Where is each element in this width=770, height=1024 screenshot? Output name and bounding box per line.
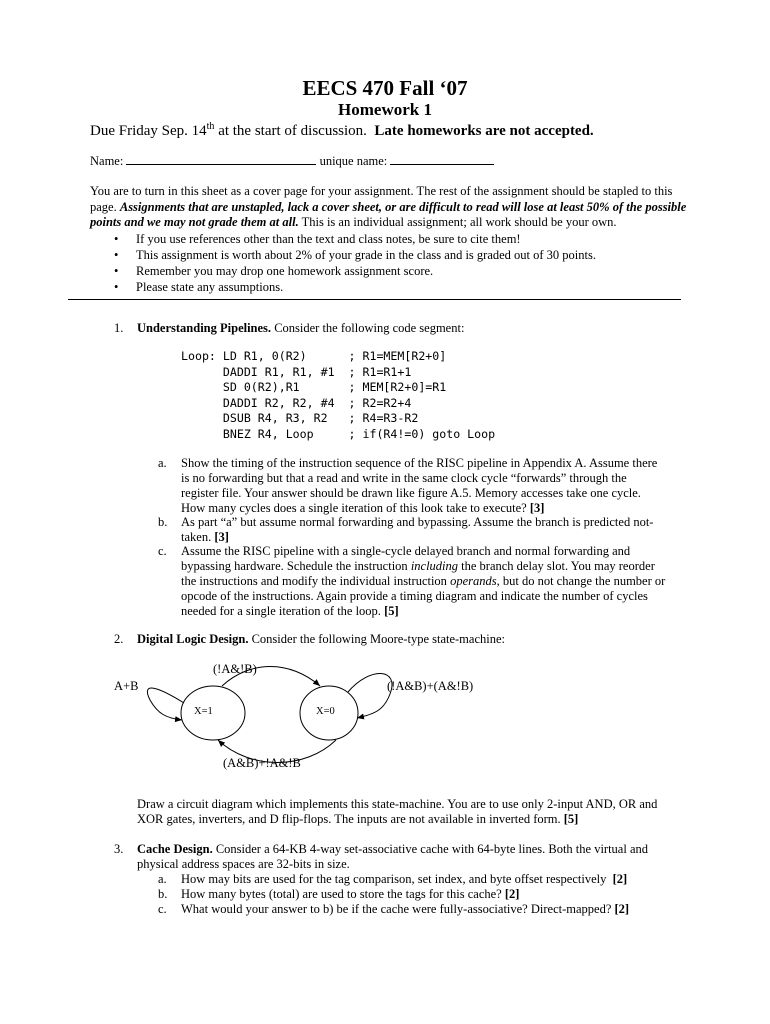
late-policy: Late homeworks are not accepted. xyxy=(374,123,594,139)
state-x0-label: X=0 xyxy=(316,706,335,717)
q3b-points: [2] xyxy=(504,887,520,901)
q2-text: Consider the following Moore-type state-machine: xyxy=(251,632,505,646)
q3-heading xyxy=(137,842,667,872)
transition-bottom-label: (A&B)+!A&!B xyxy=(223,756,301,770)
part-text xyxy=(181,544,666,619)
instructions-individual: This is an individual assignment; all work should be your own. xyxy=(301,215,617,229)
part-text xyxy=(181,902,666,917)
bullet-item: • If you use references other than the text and class notes, be sure to cite them! xyxy=(114,231,694,247)
due-date: Due Friday Sep. 14 xyxy=(90,123,207,139)
code-line: BNEZ R4, Loop ; if(R4!=0) goto Loop xyxy=(181,426,496,441)
q1a-text: Show the timing of the instruction sequence of the RISC pipeline in Appendix A. Assume there is no forwarding but that a read and write in the same clock cycle “forwards” through the register file. Your answer should be drawn like figure A.5. Memory accesses take one cycle. How many cycles does a single iteration of this look take to execute? xyxy=(181,456,658,515)
q1-text: Consider the following code segment: xyxy=(274,321,465,335)
q1c-text-2: the branch delay slot. You may reorder the instructions and modify the individual instruction xyxy=(181,559,655,588)
part-text xyxy=(181,515,666,545)
self-loop-x0-label: (!A&B)+(A&!B) xyxy=(387,679,474,693)
q3c-points: [2] xyxy=(614,902,630,916)
q2-task xyxy=(137,797,672,827)
bullet-item: • This assignment is worth about 2% of your grade in the class and is graded out of 30 points. xyxy=(114,247,694,263)
part-text xyxy=(181,456,666,516)
q2-heading xyxy=(137,632,505,647)
state-x1-label: X=1 xyxy=(194,706,213,717)
q1a-points: [3] xyxy=(529,501,545,515)
part-text xyxy=(181,887,666,902)
q1c-emphasis-2: operands xyxy=(450,574,497,588)
q2-title: Digital Logic Design. xyxy=(137,632,249,646)
q1-heading xyxy=(137,321,464,336)
code-line: DADDI R2, R2, #4 ; R2=R2+4 xyxy=(181,395,412,410)
due-time: at the start of discussion. xyxy=(214,123,367,139)
code-line: DADDI R1, R1, #1 ; R1=R1+1 xyxy=(181,364,412,379)
assignment-title: Homework 1 xyxy=(338,100,432,119)
q1c-points: [5] xyxy=(384,604,399,618)
part-label: a. xyxy=(158,872,167,886)
self-loop-x1-label: A+B xyxy=(114,679,139,693)
instructions-penalty: Assignments that are unstapled, lack a cover sheet, or are difficult to read will lose at least 50% of the possible points and we may not grade them at all. xyxy=(90,199,687,229)
name-blank[interactable] xyxy=(126,154,316,165)
q1c-emphasis-1: including xyxy=(410,559,459,573)
due-line xyxy=(90,121,594,140)
name-line xyxy=(90,154,494,169)
q3a-text: How may bits are used for the tag comparison, set index, and byte offset respectively xyxy=(181,872,607,886)
part-label: c. xyxy=(158,544,167,558)
q3a-points: [2] xyxy=(612,872,628,886)
section-divider xyxy=(68,299,681,300)
q1c-text-3: , but do not change the number or opcode of the instructions. Again provide a timing diagram and indicate the number of cycles needed for a single iteration of the loop. xyxy=(181,574,666,618)
q1b-text: As part “a” but assume normal forwarding and bypassing. Assume the branch is predicted not-taken. xyxy=(181,515,654,544)
q3-title: Cache Design. xyxy=(137,842,213,856)
q2-task-text: Draw a circuit diagram which implements this state-machine. You are to use only 2-input AND, OR and XOR gates, inverters, and D flip-flops. The inputs are not available in inverted form. xyxy=(137,797,658,826)
code-segment xyxy=(181,349,495,443)
code-line: DSUB R4, R3, R2 ; R4=R3-R2 xyxy=(181,411,419,426)
unique-name-label: unique name: xyxy=(319,154,388,168)
state-x1-circle xyxy=(181,686,245,740)
bullet-item: • Please state any assumptions. xyxy=(114,279,694,295)
q3-number: 3. xyxy=(114,842,124,856)
part-label: a. xyxy=(158,456,167,470)
instructions-cover-sheet: You are to turn in this sheet as a cover page for your assignment. The rest of the assignment should be stapled to this page. xyxy=(90,184,673,214)
q1-number: 1. xyxy=(114,321,124,335)
q2-number: 2. xyxy=(114,632,124,646)
due-date-suffix: th xyxy=(206,121,215,132)
part-label: c. xyxy=(158,902,167,916)
self-loop-x1-arrow xyxy=(147,688,184,720)
unique-name-blank[interactable] xyxy=(390,154,494,165)
q3-text: Consider a 64-KB 4-way set-associative cache with 64-byte lines. Both the virtual and physical address spaces are 32-bits in size. xyxy=(137,842,649,871)
q1b-points: [3] xyxy=(214,530,229,544)
part-label: b. xyxy=(158,515,168,529)
instructions-paragraph xyxy=(90,184,690,231)
q1c-text-1: Assume the RISC pipeline with a single-cycle delayed branch and normal forwarding and bypassing hardware. Schedule the instruction xyxy=(181,544,631,573)
q2-points: [5] xyxy=(563,812,579,826)
q3b-text: How many bytes (total) are used to store the tags for this cache? xyxy=(181,887,502,901)
q3c-text: What would your answer to b) be if the cache were fully-associative? Direct-mapped? xyxy=(181,902,612,916)
name-label: Name: xyxy=(90,154,124,168)
page-title: EECS 470 Fall ‘07 xyxy=(302,76,468,100)
part-label: b. xyxy=(158,887,168,901)
instruction-bullets xyxy=(114,231,694,295)
code-line: Loop: LD R1, 0(R2) ; R1=MEM[R2+0] xyxy=(181,349,447,363)
transition-top-label: (!A&!B) xyxy=(213,662,257,676)
bullet-item: • Remember you may drop one homework assignment score. xyxy=(114,263,694,279)
q1-title: Understanding Pipelines. xyxy=(137,321,272,335)
part-text xyxy=(181,872,666,887)
code-line: SD 0(R2),R1 ; MEM[R2+0]=R1 xyxy=(181,380,447,395)
state-machine-diagram xyxy=(100,658,520,782)
